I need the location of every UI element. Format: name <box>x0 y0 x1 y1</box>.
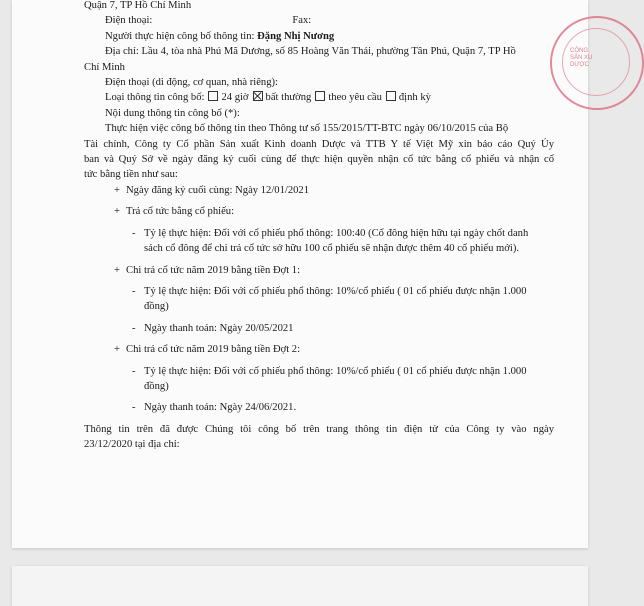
document-page <box>12 0 593 548</box>
stock-dividend: Trả cổ tức bằng cổ phiếu: <box>126 206 235 218</box>
checkbox-abnormal[interactable] <box>253 91 263 101</box>
cash-phase2: Chi trả cổ tức năm 2019 bằng tiền Đợt 2: <box>126 344 301 356</box>
stock-ratio-item <box>84 226 554 241</box>
paragraph-1-line-4: tức bằng tiền như sau: <box>84 169 178 181</box>
disclosure-type-label: Loại thông tin công bố: <box>105 92 205 104</box>
dash-bullet: - <box>132 227 136 239</box>
fax-label: Fax: <box>292 15 312 27</box>
cash2-pay-date: Ngày thanh toán: Ngày 24/06/2021. <box>144 402 297 414</box>
phone-label: Điện thoại: <box>105 15 153 27</box>
dash-bullet: - <box>132 322 136 334</box>
discloser-line <box>84 29 554 44</box>
dash-bullet: - <box>132 365 136 377</box>
next-page <box>12 566 588 606</box>
discloser-label: Người thực hiện công bố thông tin: <box>105 30 255 42</box>
address-line-2: Chí Minh <box>84 61 125 73</box>
plus-bullet: + <box>114 206 120 218</box>
cash-phase1-item <box>84 263 554 278</box>
record-date: Ngày đăng ký cuối cùng: Ngày 12/01/2021 <box>126 184 310 196</box>
paragraph-1-line-3: ban và Quý Sở về ngày đăng ký cuối cùng để thực hiện quyền nhận cổ tức bằng cổ phiếu và nhận cổ <box>84 154 554 166</box>
address-top: Quận 7, TP Hồ Chí Minh <box>84 0 192 11</box>
disclosure-type-line <box>84 90 554 105</box>
closing-line-1: Thông tin trên đã được Chúng tôi công bố trên trang thông tin điện tử của Công ty vào ngày <box>84 423 554 435</box>
seal-text <box>570 48 610 69</box>
cash-phase2-item <box>84 342 554 357</box>
stock-ratio-line-1: Tỷ lệ thực hiện: Đối với cổ phiếu phổ thông: 100:40 (Cổ đông hiện hữu tại ngày chốt danh <box>144 227 529 239</box>
cash1-pay-date: Ngày thanh toán: Ngày 20/05/2021 <box>144 322 294 334</box>
checkbox-request[interactable] <box>315 91 325 101</box>
plus-bullet: + <box>114 344 120 356</box>
checkbox-periodic[interactable] <box>386 91 396 101</box>
plus-bullet: + <box>114 184 120 196</box>
dash-bullet: - <box>132 285 136 297</box>
cash1-ratio-line-2: đồng) <box>144 301 169 313</box>
company-seal <box>550 16 644 110</box>
cash1-ratio-item <box>84 284 554 299</box>
seal-text-line-1: CÔNG <box>570 48 588 54</box>
seal-text-line-2: SẢN XU <box>570 55 593 61</box>
cash2-ratio-line-2: đồng) <box>144 380 169 392</box>
phone2-line: Điện thoại (di động, cơ quan, nhà riêng): <box>105 77 278 89</box>
seal-text-line-3: DƯỢC <box>570 62 589 68</box>
paragraph-1-line-2: Tài chính, Công ty Cổ phần Sản xuất Kinh doanh Dược và TTB Y tế Việt Mỹ xin báo cáo Quý Ủy <box>84 138 554 150</box>
option-request: theo yêu cầu <box>328 92 382 104</box>
discloser-name: Đặng Nhị Nương <box>257 30 335 42</box>
stock-dividend-item <box>84 204 554 219</box>
cash2-ratio-line-1: Tỷ lệ thực hiện: Đối với cổ phiếu phổ thông: 10%/cổ phiếu ( 01 cổ phiếu được nhận 1.000 <box>144 365 527 377</box>
cash1-pay-item <box>84 321 554 336</box>
cash2-pay-item <box>84 400 554 415</box>
document-body <box>84 0 554 453</box>
option-24h: 24 giờ <box>221 92 249 104</box>
option-abnormal: bất thường <box>265 92 312 104</box>
paragraph-1-line-1: Thực hiện việc công bố thông tin theo Thông tư số 155/2015/TT-BTC ngày 06/10/2015 của Bộ <box>105 123 509 135</box>
phone-fax-line <box>84 13 554 28</box>
checkbox-24h[interactable] <box>208 91 218 101</box>
address-line-1: Địa chỉ: Lầu 4, tòa nhà Phú Mã Dương, số 85 Hoàng Văn Thái, phường Tân Phú, Quận 7, TP Hồ <box>105 46 516 58</box>
plus-bullet: + <box>114 264 120 276</box>
closing-line-2: 23/12/2020 tại địa chỉ: <box>84 439 180 451</box>
option-periodic: định kỳ <box>398 92 431 104</box>
stock-ratio-line-2: sách cổ đông để chi trả cổ tức sở hữu 100 cổ phiếu sẽ nhận được thêm 40 cổ phiếu mới). <box>144 243 519 255</box>
record-date-item <box>84 183 554 198</box>
cash2-ratio-item <box>84 364 554 379</box>
cash1-ratio-line-1: Tỷ lệ thực hiện: Đối với cổ phiếu phổ thông: 10%/cổ phiếu ( 01 cổ phiếu được nhận 1.000 <box>144 285 527 297</box>
cash-phase1: Chi trả cổ tức năm 2019 bằng tiền Đợt 1: <box>126 264 301 276</box>
dash-bullet: - <box>132 402 136 414</box>
content-label: Nội dung thông tin công bố (*): <box>105 107 240 119</box>
